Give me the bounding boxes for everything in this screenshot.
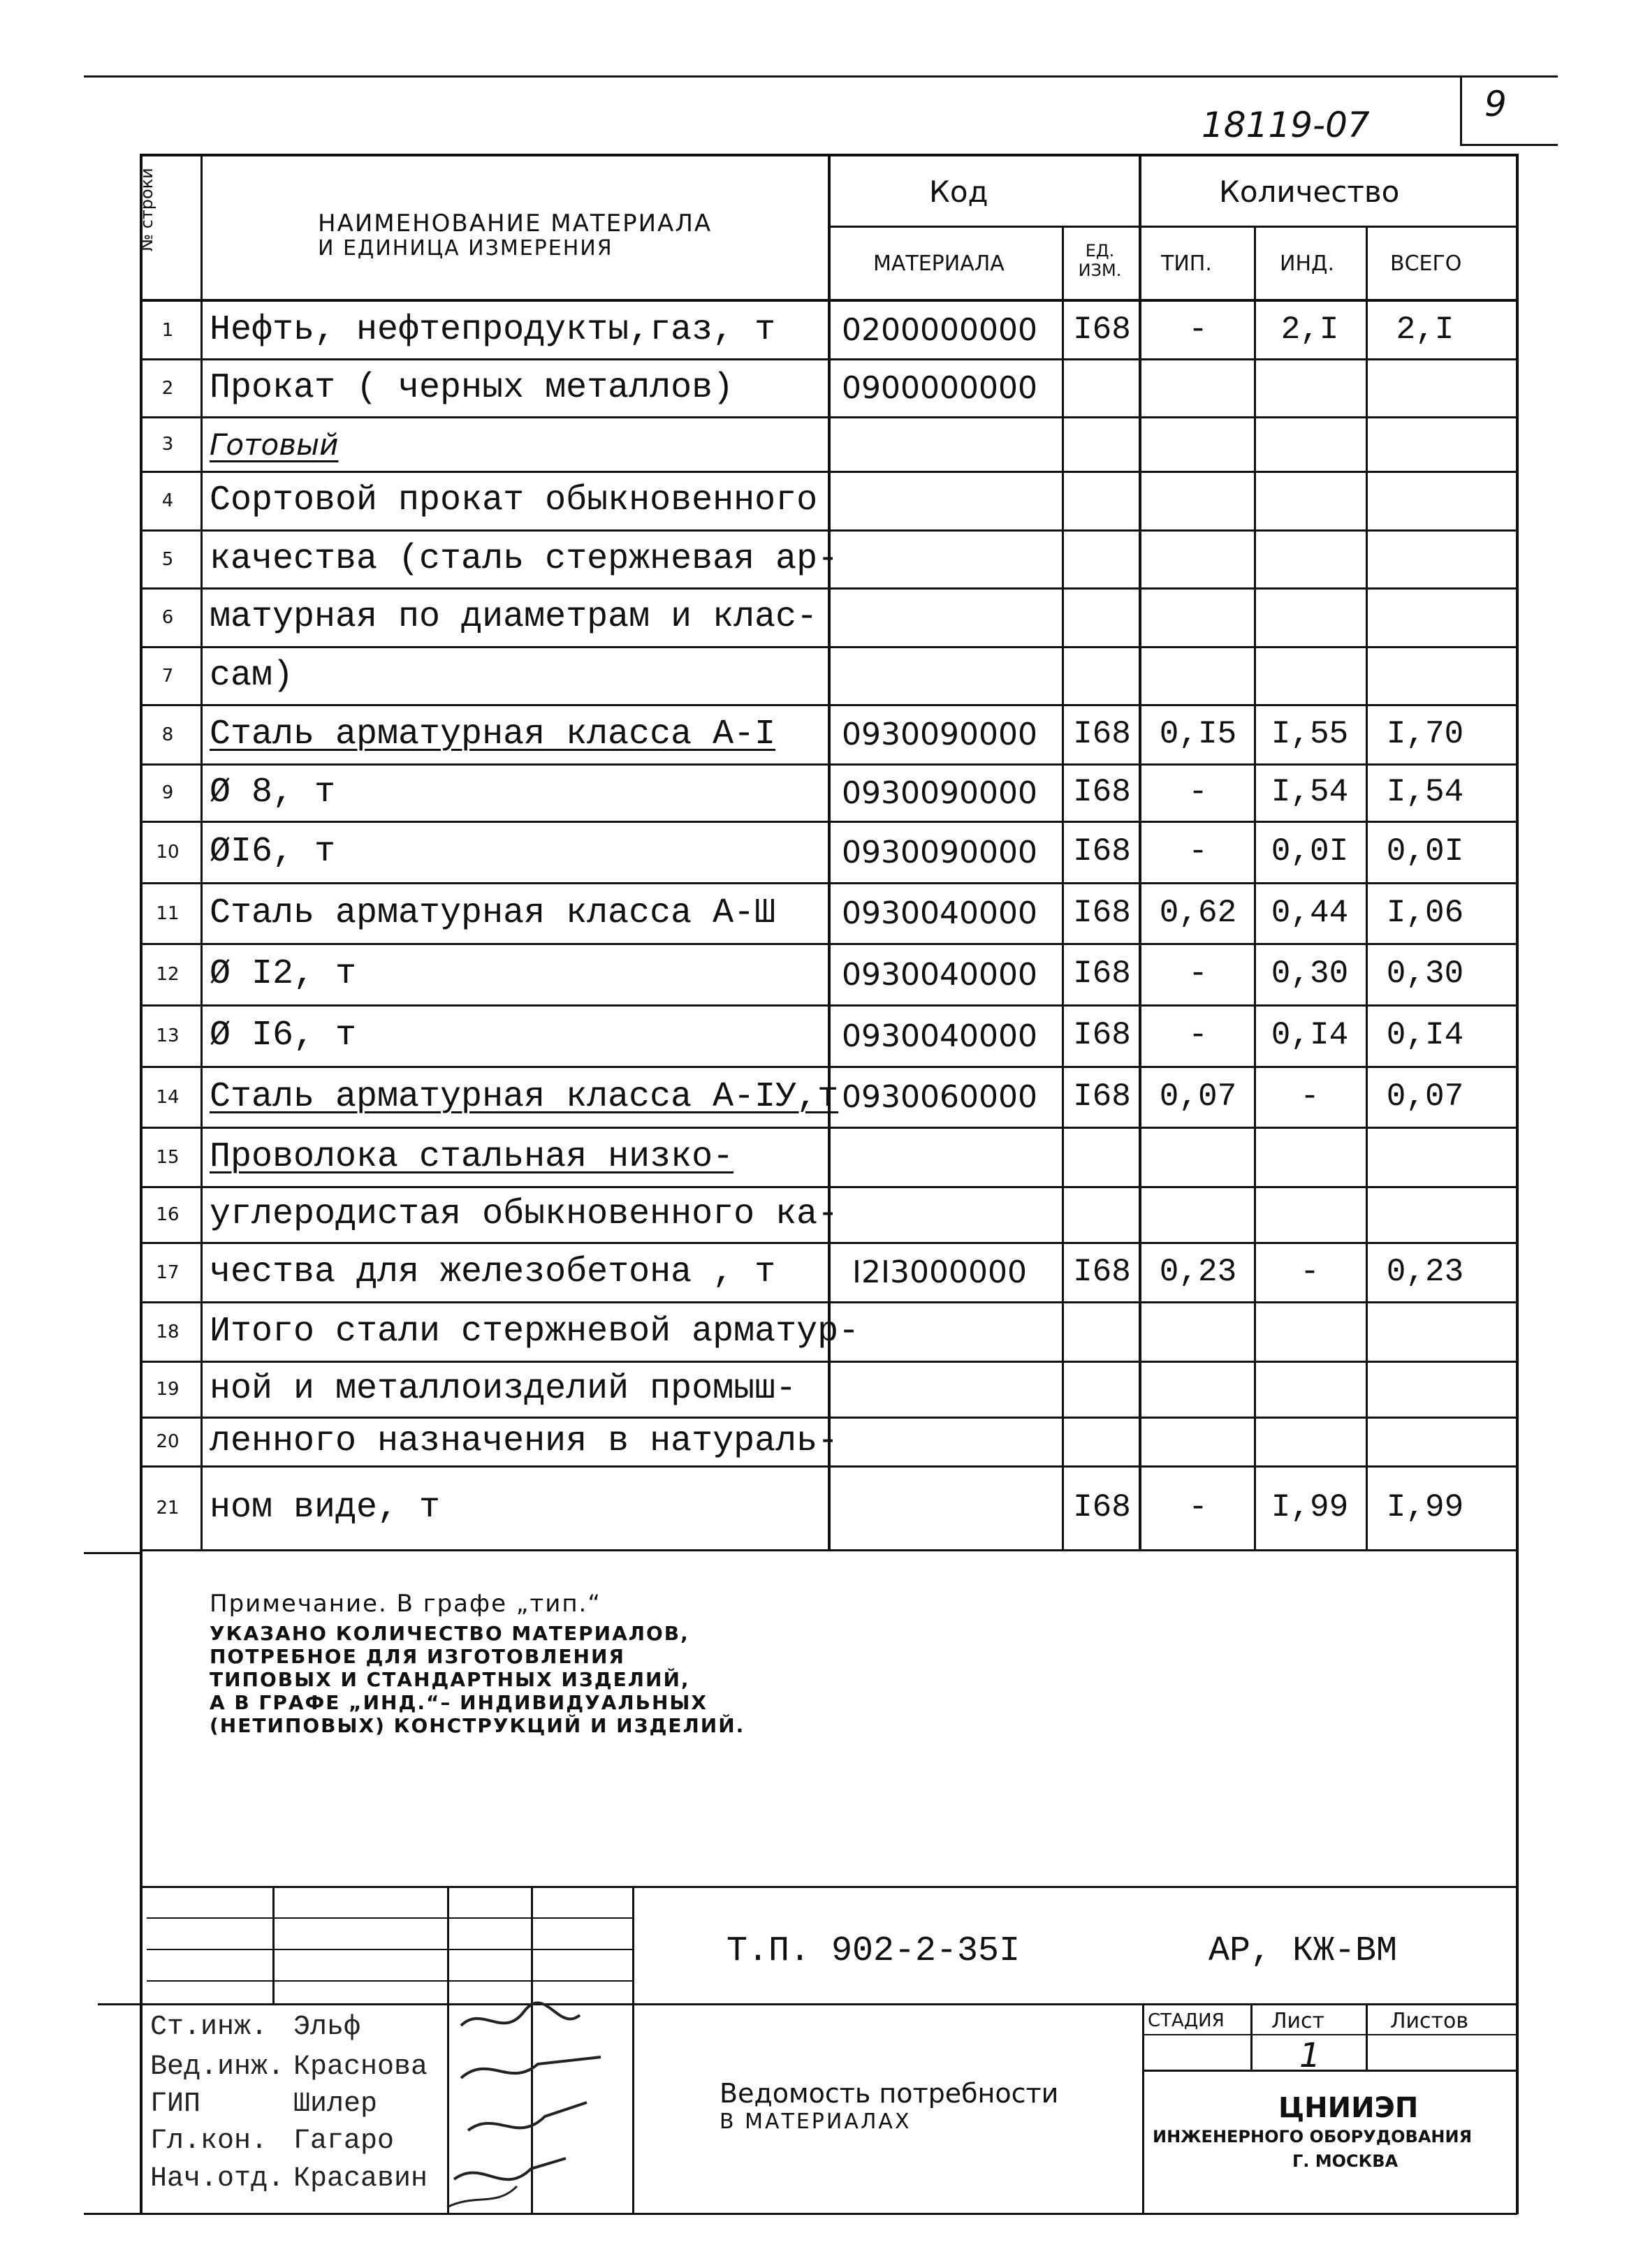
material-name: Проволока стальная низко- [210,1136,734,1177]
signature-scribbles [419,1998,643,2214]
col-material-header: МАТЕРИАЛА [873,251,1005,276]
tb-mid-line [98,2003,1517,2005]
unit-code: I68 [1073,1078,1131,1115]
row-separator [140,1417,1517,1419]
row-separator [140,704,1517,706]
row-separator [140,1465,1517,1468]
material-name: Ø 8, т [210,773,336,812]
tb-stage-div2 [1366,2003,1368,2070]
row-number: 19 [156,1379,180,1400]
row-number: 13 [156,1025,180,1047]
name-header-2: И ЕДИНИЦА ИЗМЕРЕНИЯ [318,236,613,261]
signer-role: Гл.кон. [150,2126,268,2157]
tb-bottom [84,2213,1517,2215]
row-number: 20 [156,1431,180,1453]
material-name: чества для железобетона , т [210,1252,776,1292]
material-name: Сталь арматурная класса А-Ш [210,893,776,933]
material-code: 0930040000 [842,895,1037,932]
col-line-qty [1139,154,1141,1551]
row-separator [140,943,1517,945]
qty-total: 0,30 [1386,956,1464,993]
qty-total: I,54 [1386,774,1464,811]
doc-title-line-2: В МАТЕРИАЛАХ [720,2109,912,2134]
qty-typ: 0,I5 [1159,715,1237,752]
material-name: ленного назначения в натураль- [210,1421,839,1461]
project-number: Т.П. 902-2-35I [727,1931,1021,1971]
unit-code: I68 [1073,1253,1131,1290]
material-name: углеродистая обыкновенного ка- [210,1194,839,1234]
signer-role: Нач.отд. [150,2163,285,2195]
col-ind-header: ИНД. [1280,251,1334,276]
qty-ind: - [1300,1078,1320,1115]
page-number: 9 [1484,84,1507,124]
row-number: 5 [161,548,174,570]
qty-total: I,99 [1386,1489,1464,1526]
frame-right [1516,154,1519,2214]
unit-code: I68 [1073,1017,1131,1054]
qty-typ: - [1188,833,1208,870]
signer-role: Вед.инж. [150,2051,285,2083]
qty-typ: - [1188,311,1208,348]
col-unit-header: ЕД. ИЗМ. [1078,241,1122,280]
row-number: 21 [156,1498,180,1519]
material-name: Ø I2, т [210,954,357,994]
doc-number: 18119-07 [1202,105,1370,145]
row-number: 9 [161,782,174,804]
code-group-header: Код [929,175,988,209]
row-separator [140,1127,1517,1129]
material-name: Готовый [210,427,339,462]
material-name: Прокат ( черных металлов) [210,367,734,408]
material-code: 0930040000 [842,1018,1037,1054]
page-box-bottom [1460,144,1558,146]
qty-total: 0,07 [1386,1078,1464,1115]
row-separator [140,1186,1517,1188]
row-separator [140,1066,1517,1068]
row-number: 2 [161,377,174,399]
note-line-1: Примечание. В графе „тип.“ [210,1590,601,1618]
table-left-inner [200,154,203,1551]
unit-code: I68 [1073,774,1131,811]
qty-total: 0,0I [1386,833,1464,870]
row-separator [140,882,1517,884]
material-code: 0930040000 [842,956,1037,993]
tb-stage-bottom [1142,2070,1517,2072]
tb-row-1 [147,1917,632,1919]
qty-total: 0,I4 [1386,1017,1464,1054]
sheet-value: 1 [1299,2036,1321,2075]
material-code: 0930060000 [842,1079,1037,1115]
material-code: 0930090000 [842,775,1037,811]
qty-total: 2,I [1396,311,1454,348]
row-number: 15 [156,1146,180,1168]
row-number: 17 [156,1261,180,1283]
material-code: 0900000000 [842,370,1037,407]
top-frame-line [84,75,1558,78]
qty-ind: I,55 [1271,715,1349,752]
material-name: ном виде, т [210,1488,441,1528]
tb-col-1 [272,1886,275,2005]
notes-bottom-line [140,1886,1517,1888]
qty-ind: 0,I4 [1271,1017,1349,1054]
doc-title-line-1: Ведомость потребности [720,2078,1059,2109]
row-number: 11 [156,902,180,924]
signer-role: Ст.инж. [150,2012,268,2043]
material-name: Сортовой прокат обыкновенного [210,481,818,520]
row-no-header: № строки [137,168,156,251]
material-code: I2I3000000 [852,1254,1027,1291]
qty-ind: 2,I [1280,311,1339,348]
note-line-5: А В ГРАФЕ „ИНД.“– ИНДИВИДУАЛЬНЫХ [210,1691,708,1714]
row-separator [140,529,1517,532]
note-line-2: УКАЗАНО КОЛИЧЕСТВО МАТЕРИАЛОВ, [210,1622,689,1645]
row-separator [140,763,1517,766]
col-line-unit [1062,227,1064,1551]
qty-typ: - [1188,956,1208,993]
col-total-header: ВСЕГО [1390,251,1462,276]
header-mid-line [828,226,1516,228]
qty-ind: 0,30 [1271,956,1349,993]
row-number: 18 [156,1321,180,1342]
material-name: Ø I6, т [210,1016,357,1055]
row-separator [140,1361,1517,1363]
row-number: 7 [161,665,174,687]
org-subtitle: ИНЖЕНЕРНОГО ОБОРУДОВАНИЯ [1153,2127,1473,2146]
row-number: 14 [156,1086,180,1108]
row-number: 16 [156,1204,180,1226]
unit-code: I68 [1073,311,1131,348]
material-name: матурная по диаметрам и клас- [210,597,818,637]
qty-typ: 0,23 [1159,1253,1237,1290]
sheets-label: Листов [1390,2009,1469,2033]
material-name: Нефть, нефтепродукты,газ, т [210,309,776,350]
material-name: ØI6, т [210,832,336,872]
material-name: Итого стали стержневой арматур- [210,1311,860,1352]
qty-typ: - [1188,1017,1208,1054]
signer-name: Краснова [293,2051,428,2083]
qty-typ: - [1188,774,1208,811]
qty-typ: 0,07 [1159,1078,1237,1115]
unit-code: I68 [1073,833,1131,870]
name-header-1: НАИМЕНОВАНИЕ МАТЕРИАЛА [318,210,713,237]
col-typ-header: ТИП. [1161,251,1212,276]
signer-role: ГИП [150,2088,201,2120]
row-number: 10 [156,842,180,863]
col-line-tot [1366,227,1368,1551]
org-name: ЦНИИЭП [1278,2092,1419,2124]
note-line-6: (НЕТИПОВЫХ) КОНСТРУКЦИЙ И ИЗДЕЛИЙ. [210,1714,745,1737]
tb-stage-div1 [1250,2003,1253,2070]
row-separator [140,821,1517,823]
note-line-3: ПОТРЕБНОЕ ДЛЯ ИЗГОТОВЛЕНИЯ [210,1645,625,1668]
qty-total: I,70 [1386,715,1464,752]
material-name: Сталь арматурная класса А-I [210,714,776,754]
material-code: 0930090000 [842,717,1037,753]
sheet-label: Лист [1271,2009,1325,2033]
material-name: ной и металлоизделий промыш- [210,1369,797,1409]
row-separator [140,1242,1517,1244]
signer-name: Гагаро [293,2126,395,2157]
row-number: 8 [161,724,174,745]
qty-ind: 0,44 [1271,894,1349,931]
qty-ind: I,99 [1271,1489,1349,1526]
stage-label: СТАДИЯ [1148,2010,1225,2031]
tb-stage-row [1142,2034,1517,2035]
row-separator [140,1004,1517,1007]
qty-ind: I,54 [1271,774,1349,811]
material-code: 0200000000 [842,312,1037,349]
row-separator [140,587,1517,590]
drawing-mark: АР, КЖ-ВМ [1209,1931,1398,1971]
qty-group-header: Количество [1219,175,1400,209]
material-code: 0930090000 [842,834,1037,870]
unit-code: I68 [1073,1489,1131,1526]
col-line-ind [1254,227,1256,1551]
row-separator [140,416,1517,418]
unit-code: I68 [1073,956,1131,993]
row-number: 3 [161,434,174,455]
row-separator [140,471,1517,473]
material-name: качества (сталь стержневая ар- [210,539,839,579]
header-bottom-line [140,299,1517,302]
qty-typ: - [1188,1489,1208,1526]
qty-ind: 0,0I [1271,833,1349,870]
qty-typ: 0,62 [1159,894,1237,931]
unit-code: I68 [1073,715,1131,752]
row-separator [140,1549,1517,1551]
unit-code: I68 [1073,894,1131,931]
material-name: сам) [210,655,294,696]
row-number: 4 [161,490,174,512]
left-margin-mark [84,1552,143,1554]
material-name: Сталь арматурная класса А-IУ,т [210,1076,839,1117]
org-city: Г. МОСКВА [1292,2151,1399,2171]
row-number: 12 [156,964,180,986]
row-number: 1 [161,319,174,341]
note-line-4: ТИПОВЫХ И СТАНДАРТНЫХ ИЗДЕЛИЙ, [210,1668,690,1691]
tb-row-2 [147,1949,632,1950]
qty-ind: - [1300,1253,1320,1290]
signer-name: Эльф [293,2012,361,2043]
tb-row-3 [147,1980,632,1982]
row-number: 6 [161,607,174,629]
frame-left [140,154,143,2214]
row-separator [140,1301,1517,1303]
qty-total: 0,23 [1386,1253,1464,1290]
signer-name: Красавин [293,2163,428,2195]
signer-name: Шилер [293,2088,378,2120]
row-separator [140,358,1517,360]
qty-total: I,06 [1386,894,1464,931]
row-separator [140,646,1517,648]
page-box-left [1460,75,1462,145]
